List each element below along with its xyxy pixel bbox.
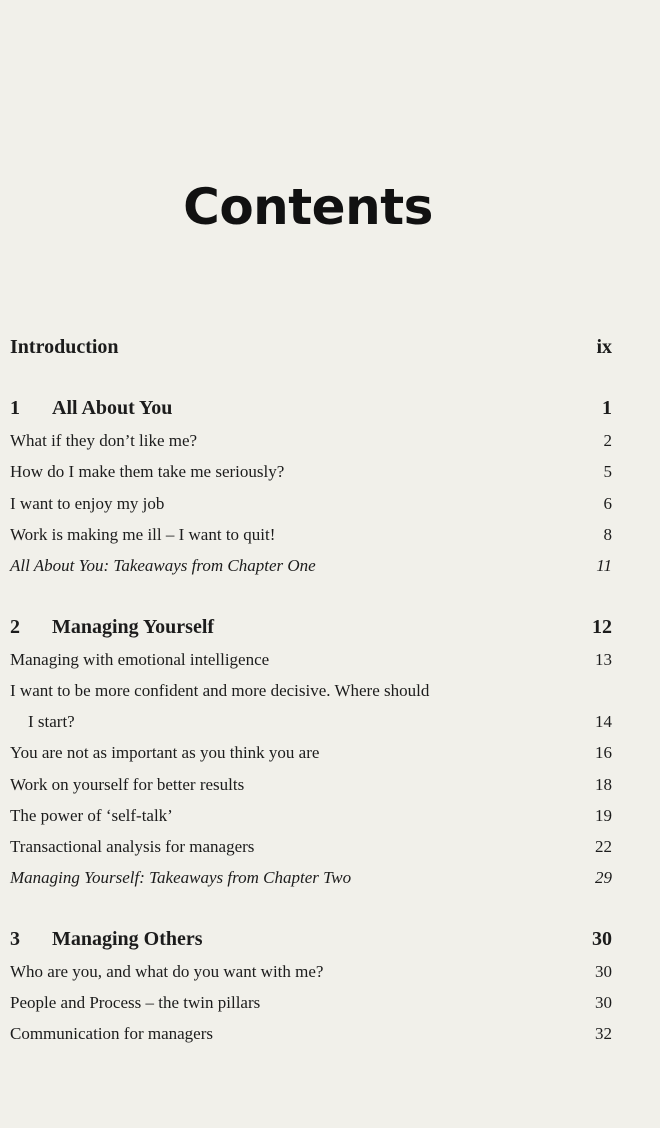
toc-entry-label: I want to be more confident and more decisive. Where should (10, 681, 430, 700)
toc-entry[interactable] (10, 649, 612, 673)
toc-entry[interactable] (10, 774, 612, 798)
toc-chapter-3[interactable] (10, 928, 612, 952)
toc-entry-label: Transactional analysis for managers (10, 837, 255, 856)
toc-entry[interactable] (10, 524, 612, 548)
toc-page-number: 30 (592, 928, 612, 950)
toc-entry-label: All About You: Takeaways from Chapter One (10, 556, 316, 575)
chapter-title: All About You (52, 397, 173, 419)
toc-page-number: 12 (592, 616, 612, 638)
toc-entry-label: Who are you, and what do you want with me? (10, 962, 324, 981)
toc-page-number: 11 (596, 556, 612, 575)
chapter-number: 1 (10, 397, 20, 419)
toc-entry-label: The power of ‘self-talk’ (10, 806, 173, 825)
toc-entry[interactable] (10, 461, 612, 485)
toc-entry[interactable] (10, 961, 612, 985)
toc-takeaway-entry[interactable] (10, 867, 612, 891)
toc-page-number: 32 (595, 1024, 612, 1043)
toc-page-number: 13 (595, 650, 612, 669)
toc-entry-label: Work is making me ill – I want to quit! (10, 525, 276, 544)
toc-entry-label: Work on yourself for better results (10, 775, 245, 794)
toc-page-number: 8 (603, 525, 612, 544)
toc-page-number: 18 (595, 775, 612, 794)
chapter-number: 3 (10, 928, 20, 950)
toc-entry-label: Managing Yourself: Takeaways from Chapter Two (10, 868, 352, 887)
chapter-heading (10, 928, 203, 950)
toc-entry[interactable] (10, 680, 612, 704)
toc-entry-label: People and Process – the twin pillars (10, 993, 261, 1012)
toc-chapter-2[interactable] (10, 616, 612, 640)
toc-page-number: ix (596, 336, 612, 358)
toc-page-number: 14 (595, 712, 612, 731)
toc-page-number: 30 (595, 993, 612, 1012)
toc-chapter-1[interactable] (10, 397, 612, 421)
toc-entry-label: I start? (28, 712, 75, 731)
toc-entry-label: How do I make them take me seriously? (10, 462, 285, 481)
chapter-number: 2 (10, 616, 20, 638)
toc-entry[interactable] (10, 992, 612, 1016)
chapter-title: Managing Yourself (52, 616, 215, 638)
toc-page-number: 16 (595, 743, 612, 762)
toc-introduction[interactable] (10, 336, 612, 360)
toc-entry[interactable] (10, 430, 612, 454)
toc-entry-label: You are not as important as you think you are (10, 743, 320, 762)
toc-entry[interactable] (10, 1023, 612, 1047)
chapter-title: Managing Others (52, 928, 203, 950)
toc-page-number: 5 (603, 462, 612, 481)
toc-entry-continuation[interactable] (10, 711, 612, 735)
toc-entry-label: I want to enjoy my job (10, 494, 165, 513)
toc-entry[interactable] (10, 742, 612, 766)
page-title: Contents (183, 178, 433, 236)
toc-takeaway-entry[interactable] (10, 555, 612, 579)
toc-page-number: 1 (602, 397, 612, 419)
toc-page-number: 19 (595, 806, 612, 825)
toc-entry[interactable] (10, 836, 612, 860)
toc-entry-label: Managing with emotional intelligence (10, 650, 270, 669)
toc-entry-label: What if they don’t like me? (10, 431, 198, 450)
toc-entry[interactable] (10, 805, 612, 829)
toc-page-number: 30 (595, 962, 612, 981)
chapter-heading (10, 616, 214, 638)
toc-entry-label: Communication for managers (10, 1024, 214, 1043)
toc-page-number: 22 (595, 837, 612, 856)
toc-page-number: 6 (603, 494, 612, 513)
chapter-heading (10, 397, 172, 419)
toc-entry[interactable] (10, 493, 612, 517)
toc-entry-label: Introduction (10, 336, 119, 358)
toc-page-number: 29 (595, 868, 612, 887)
toc-page-number: 2 (603, 431, 612, 450)
